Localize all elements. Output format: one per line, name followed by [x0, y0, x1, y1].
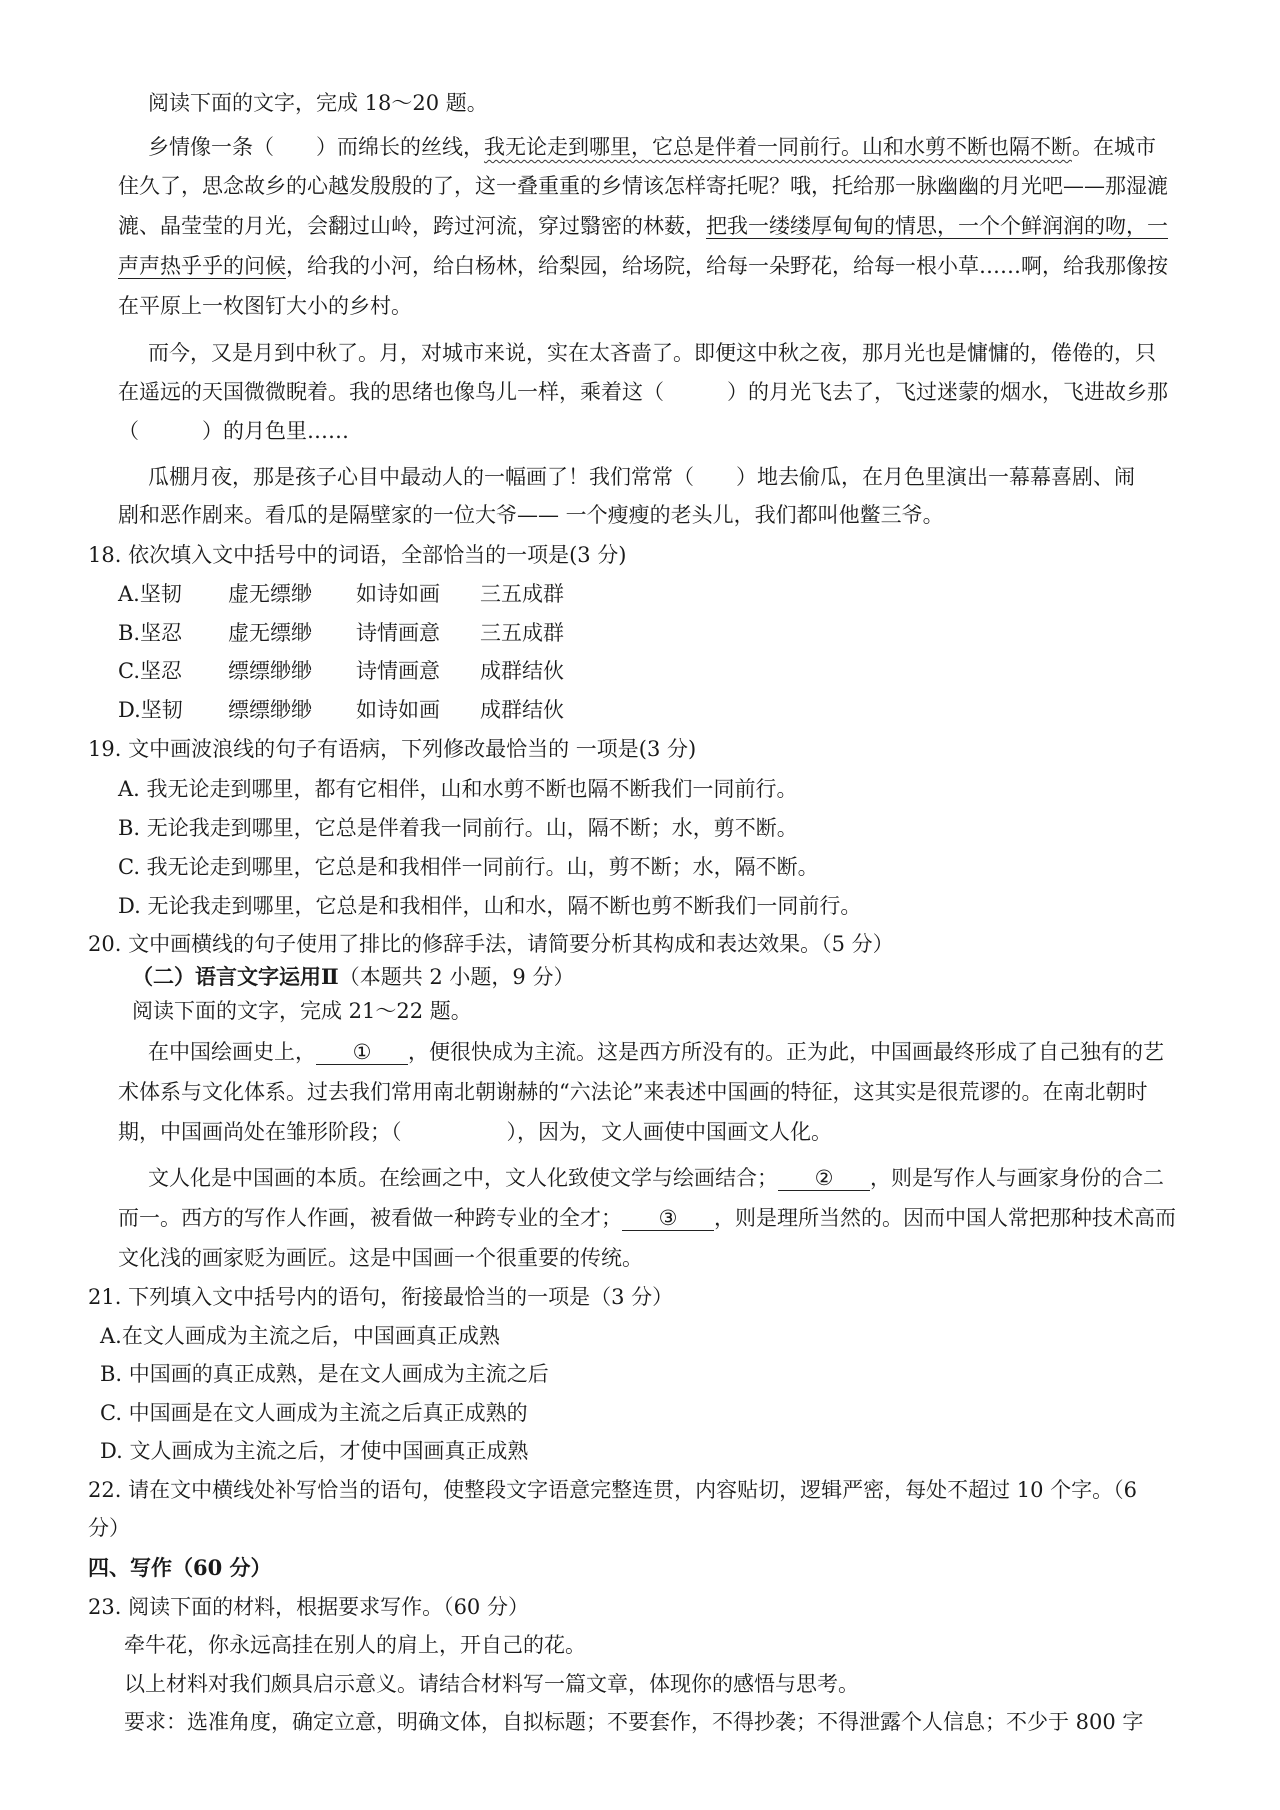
option-b-word3: 诗情画意: [356, 621, 440, 645]
passage2-line1: 而今，又是月到中秋了。月，对城市来说，实在太吝啬了。即便这中秋之夜，那月光也是慵慵的，倦倦的，只: [148, 341, 1156, 365]
option-b-word1: B.坚忍: [118, 621, 183, 645]
option-c-word4: 成群结伙: [480, 659, 564, 683]
question-22-line1: 22. 请在文中横线处补写恰当的语句，使整段文字语意完整连贯，内容贴切，逻辑严密，每处不超过 10 个字。（6: [88, 1478, 1138, 1502]
option-c-word3: 诗情画意: [356, 659, 440, 683]
question-23-prompt: 以上材料对我们颇具启示意义。请结合材料写一篇文章，体现你的感悟与思考。: [124, 1672, 859, 1696]
question-21-option-b: B. 中国画的真正成熟，是在文人画成为主流之后: [100, 1362, 549, 1386]
question-23-requirements: 要求：选准角度，确定立意，明确文体，自拟标题；不要套作，不得抄袭；不得泄露个人信息；不少于 800 字: [124, 1710, 1144, 1734]
option-b-word2: 虚无缥缈: [228, 621, 312, 645]
passage4-line4: [148, 1163, 1164, 1193]
blank-3: ③: [622, 1206, 714, 1231]
question-18-option-a: [118, 579, 564, 609]
passage4-line1: [148, 1037, 1164, 1067]
passage1-line1-end: 。在城市: [1072, 135, 1156, 159]
option-d-word1: D.坚韧: [118, 698, 183, 722]
question-21-option-c: C. 中国画是在文人画成为主流之后真正成熟的: [100, 1401, 528, 1425]
passage4-line1-text: 在中国绘画史上，: [148, 1040, 316, 1064]
question-21-option-a: A.在文人画成为主流之后，中国画真正成熟: [100, 1324, 500, 1348]
passage1-line4-text: ，给我的小河，给白杨林，给梨园，给场院，给每一朵野花，给每一根小草……啊，给我那像按: [286, 254, 1168, 278]
passage4-line4-text: 文人化是中国画的本质。在绘画之中，文人化致使文学与绘画结合；: [148, 1166, 778, 1190]
passage4-line5-text: 而一。西方的写作人作画，被看做一种跨专业的全才；: [118, 1206, 622, 1230]
passage2-line3: （ ）的月色里……: [118, 419, 349, 443]
passage1-line4: [118, 251, 1168, 281]
option-c-word2: 缥缥缈缈: [228, 659, 312, 683]
passage4-line1-end: ，便很快成为主流。这是西方所没有的。正为此，中国画最终形成了自己独有的艺: [408, 1040, 1164, 1064]
underlined-parallelism-part1: 把我一缕缕厚甸甸的情思，一个个鲜润润的吻，一: [706, 214, 1168, 238]
passage4-line2: 术体系与文化体系。过去我们常用南北朝谢赫的“六法论”来表述中国画的特征，这其实是很荒谬的。在南北朝时: [118, 1080, 1148, 1104]
option-a-word1: A.坚韧: [118, 582, 182, 606]
passage2-line2: 在遥远的天国微微睨着。我的思绪也像鸟儿一样，乘着这（ ）的月光飞去了，飞过迷蒙的烟水，飞进故乡那: [118, 380, 1168, 404]
passage3-line1: 瓜棚月夜，那是孩子心目中最动人的一幅画了！我们常常（ ）地去偷瓜，在月色里演出一幕幕喜剧、闹: [148, 465, 1135, 489]
reading-intro-18-20: 阅读下面的文字，完成 18～20 题。: [148, 91, 488, 115]
underlined-parallelism-part2: 声声热乎乎的问候: [118, 254, 286, 278]
section-4-title: 四、写作（60 分）: [88, 1555, 272, 1580]
section-2-title: （二）语言文字运用Ⅱ: [132, 964, 339, 989]
question-19-option-d: D. 无论我走到哪里，它总是和我相伴，山和水，隔不断也剪不断我们一同前行。: [118, 894, 862, 918]
question-21-option-d: D. 文人画成为主流之后，才使中国画真正成熟: [100, 1439, 529, 1463]
question-23-material: 牵牛花，你永远高挂在别人的肩上，开自己的花。: [124, 1633, 586, 1657]
passage1-line1-text: 乡情像一条（ ）而绵长的丝线，: [148, 135, 484, 159]
blank-1: ①: [316, 1040, 408, 1065]
question-22-line2: 分）: [88, 1516, 130, 1540]
option-a-word2: 虚无缥缈: [228, 582, 312, 606]
passage4-line3: 期，中国画尚处在雏形阶段；（ ），因为，文人画使中国画文人化。: [118, 1120, 832, 1144]
passage3-line2: 剧和恶作剧来。看瓜的是隔壁家的一位大爷—— 一个瘦瘦的老头儿，我们都叫他鳖三爷。: [118, 503, 944, 527]
question-23-stem: 23. 阅读下面的材料，根据要求写作。（60 分）: [88, 1595, 529, 1619]
question-18-stem: 18. 依次填入文中括号中的词语，全部恰当的一项是(3 分): [88, 543, 627, 567]
section-2-note: （本题共 2 小题，9 分）: [338, 965, 575, 989]
wavy-underlined-sentence: 我无论走到哪里，它总是伴着一同前行。山和水剪不断也隔不断: [484, 135, 1072, 159]
reading-intro-21-22: 阅读下面的文字，完成 21～22 题。: [132, 999, 472, 1023]
passage1-line3: [118, 211, 1168, 241]
question-18-option-b: [118, 618, 564, 648]
question-19-option-a: A. 我无论走到哪里，都有它相伴，山和水剪不断也隔不断我们一同前行。: [118, 777, 798, 801]
question-20-stem: 20. 文中画横线的句子使用了排比的修辞手法，请简要分析其构成和表达效果。（5 分）: [88, 932, 894, 956]
passage4-line4-end: ，则是写作人与画家身份的合二: [870, 1166, 1164, 1190]
option-d-word3: 如诗如画: [356, 698, 440, 722]
blank-2: ②: [778, 1166, 870, 1191]
option-a-word3: 如诗如画: [356, 582, 440, 606]
question-19-option-c: C. 我无论走到哪里，它总是和我相伴一同前行。山，剪不断；水，隔不断。: [118, 855, 819, 879]
question-19-stem: 19. 文中画波浪线的句子有语病，下列修改最恰当的 一项是(3 分): [88, 737, 697, 761]
option-d-word4: 成群结伙: [480, 698, 564, 722]
question-18-option-c: [118, 656, 564, 686]
question-21-stem: 21. 下列填入文中括号内的语句，衔接最恰当的一项是（3 分）: [88, 1285, 674, 1309]
passage1-line5: 在平原上一枚图钉大小的乡村。: [118, 294, 412, 318]
option-c-word1: C.坚忍: [118, 659, 182, 683]
option-d-word2: 缥缥缈缈: [228, 698, 312, 722]
passage1-line2: 住久了，思念故乡的心越发殷殷的了，这一叠重重的乡情该怎样寄托呢？哦，托给那一脉幽幽的月光吧——那湿漉: [118, 174, 1168, 198]
passage4-line5-end: ，则是理所当然的。因而中国人常把那种技术高而: [714, 1206, 1176, 1230]
passage4-line5: [118, 1203, 1176, 1233]
passage1-line3-text: 漉、晶莹莹的月光，会翻过山岭，跨过河流，穿过翳密的林薮，: [118, 214, 706, 238]
question-19-option-b: B. 无论我走到哪里，它总是伴着我一同前行。山，隔不断；水，剪不断。: [118, 816, 798, 840]
question-18-option-d: [118, 695, 564, 725]
passage4-line6: 文化浅的画家贬为画匠。这是中国画一个很重要的传统。: [118, 1246, 643, 1270]
section-2-heading: [132, 962, 574, 992]
option-a-word4: 三五成群: [480, 582, 564, 606]
passage1-line1: [148, 132, 1156, 162]
option-b-word4: 三五成群: [480, 621, 564, 645]
